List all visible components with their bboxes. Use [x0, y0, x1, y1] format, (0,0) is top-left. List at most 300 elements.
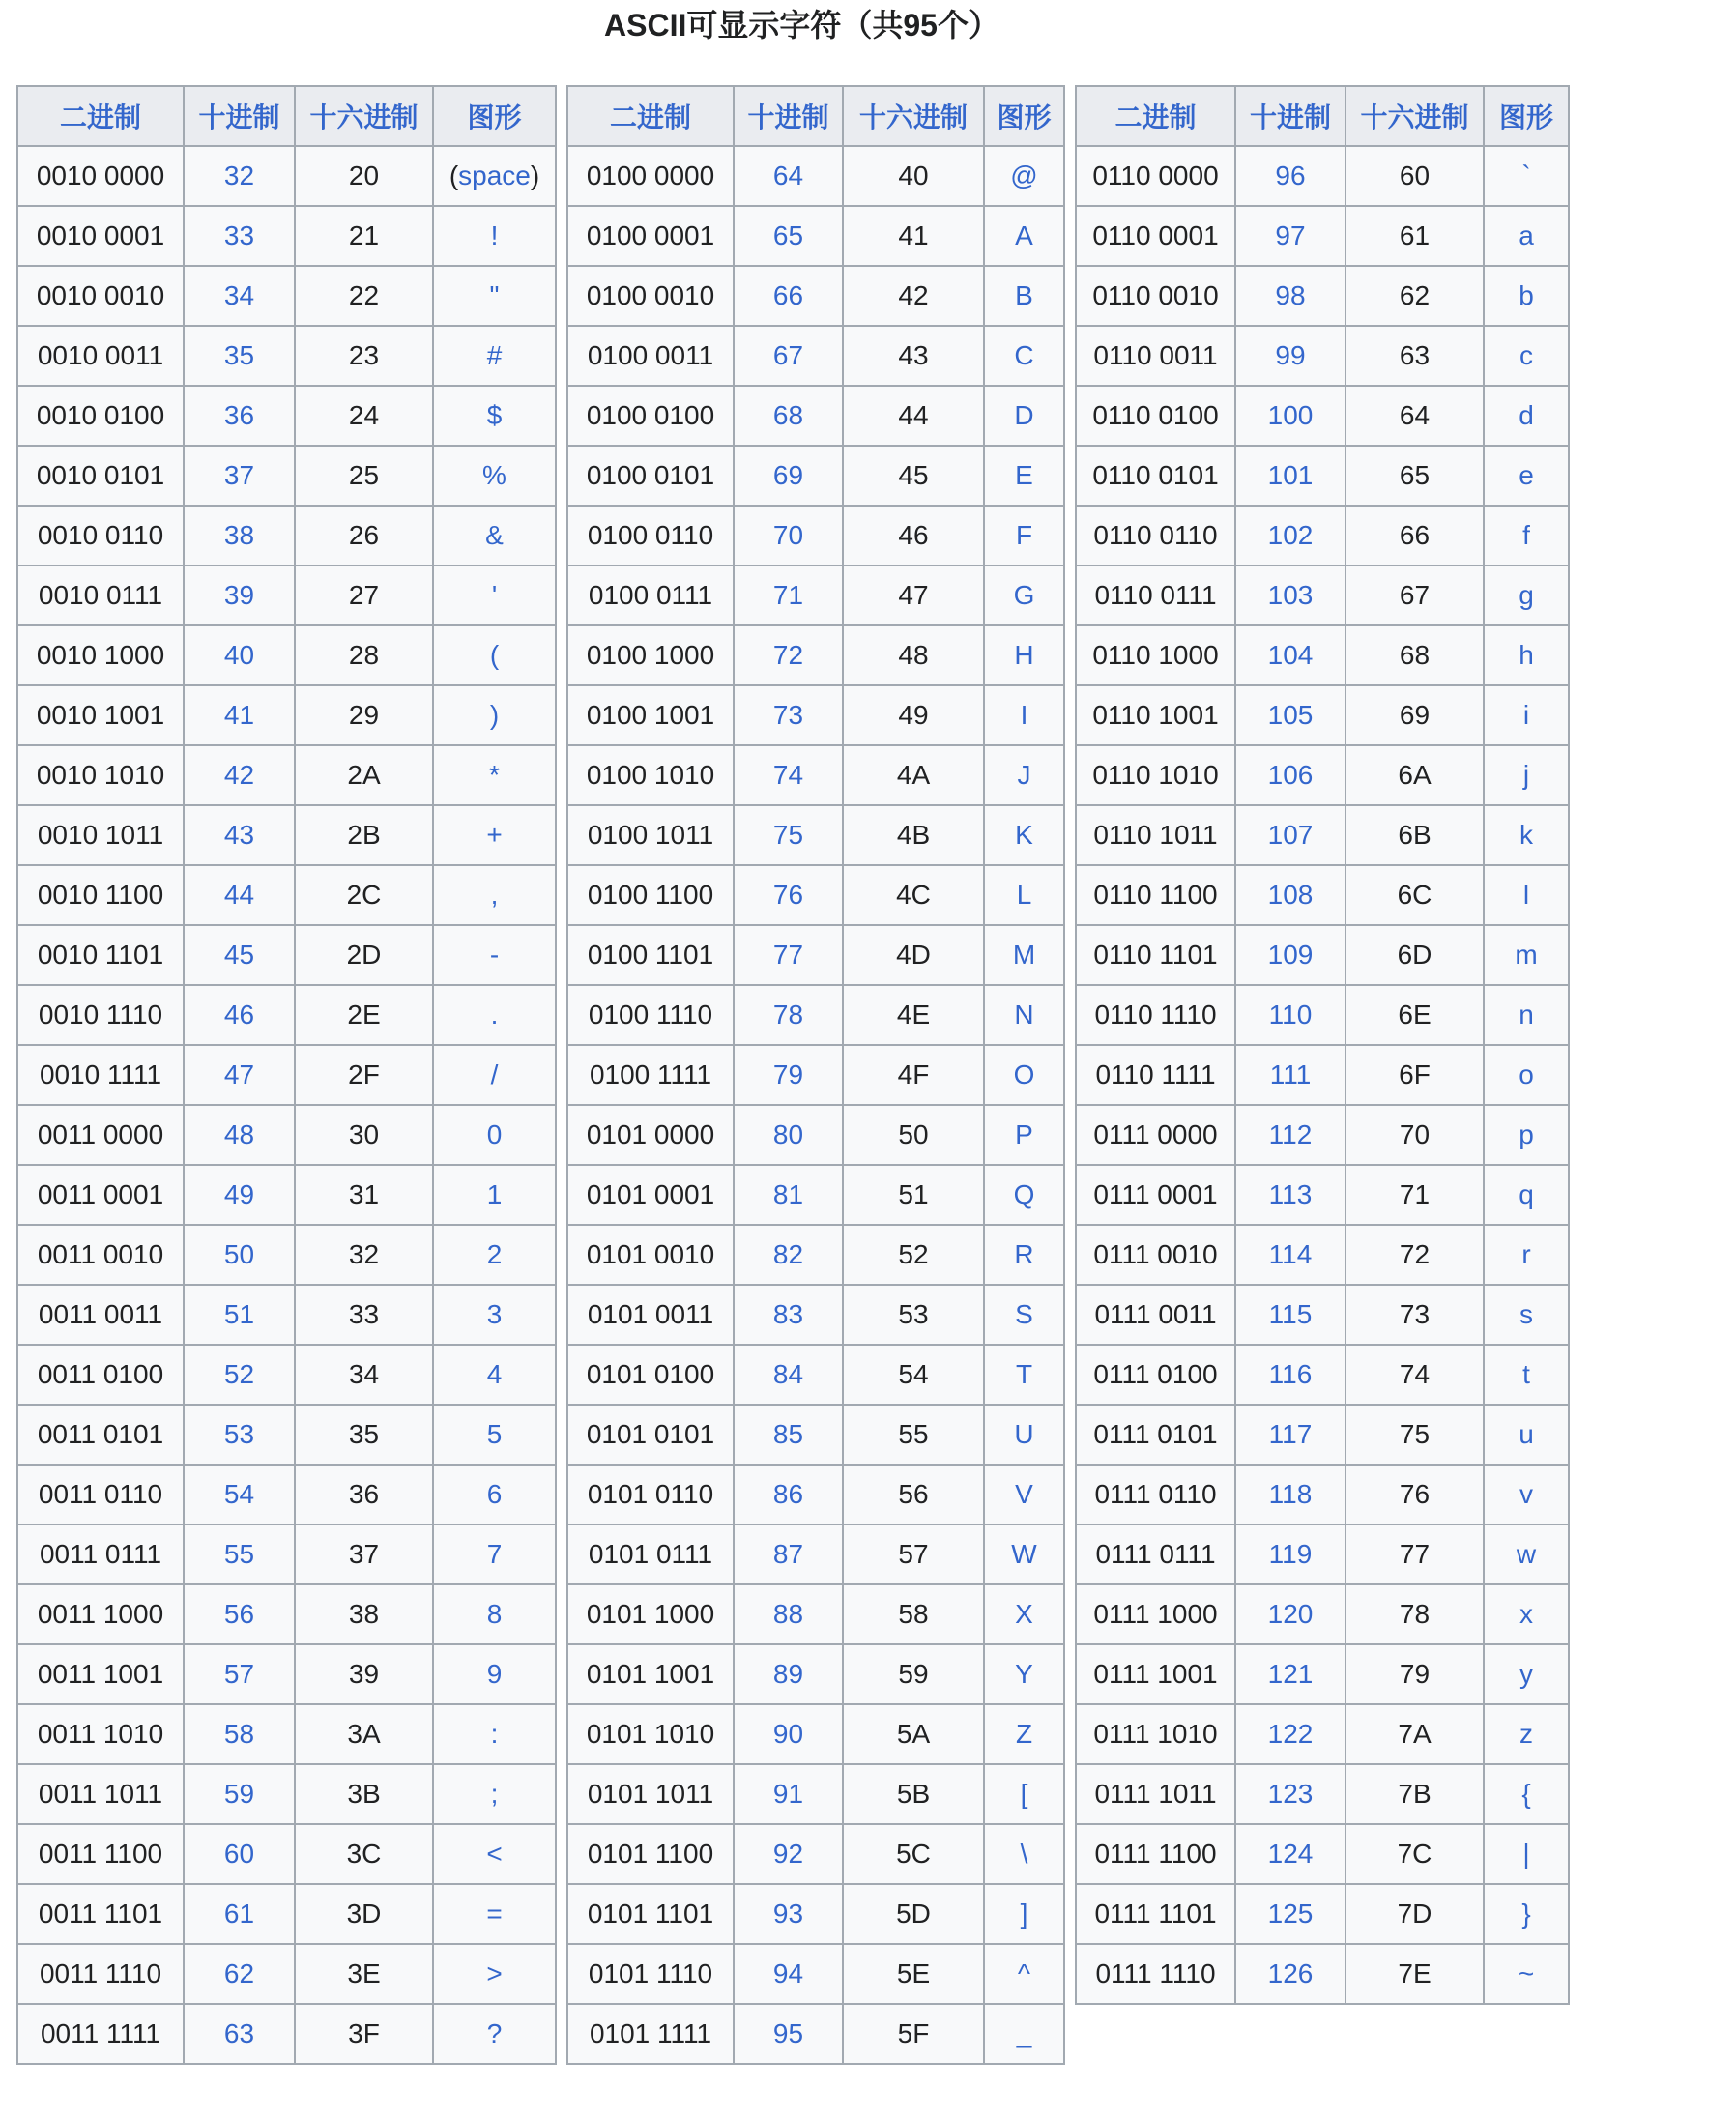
- decimal-link[interactable]: 81: [772, 1179, 804, 1209]
- glyph-link[interactable]: v: [1519, 1479, 1533, 1509]
- hex-cell: 71: [1345, 1165, 1484, 1225]
- binary-cell: 0011 0001: [17, 1165, 184, 1225]
- decimal-link[interactable]: 96: [1275, 160, 1306, 190]
- glyph-link[interactable]: <: [486, 1839, 503, 1869]
- binary-cell: 0011 0100: [17, 1345, 184, 1405]
- decimal-link[interactable]: 97: [1275, 220, 1306, 250]
- table-row: [17, 1884, 556, 1944]
- hex-cell: 61: [1345, 206, 1484, 266]
- decimal-link[interactable]: 100: [1267, 400, 1314, 430]
- decimal-link[interactable]: 63: [223, 2018, 255, 2048]
- decimal-link[interactable]: 66: [772, 280, 804, 310]
- binary-cell: 0111 0000: [1076, 1105, 1235, 1165]
- glyph-link[interactable]: d: [1519, 400, 1534, 430]
- decimal-cell: [734, 1764, 843, 1824]
- decimal-link[interactable]: 92: [772, 1839, 804, 1869]
- glyph-cell: [984, 1524, 1064, 1584]
- glyph-link[interactable]: 1: [486, 1179, 503, 1209]
- glyph-link[interactable]: K: [1015, 820, 1033, 850]
- glyph-cell: [433, 1884, 556, 1944]
- glyph-link[interactable]: n: [1519, 1000, 1534, 1030]
- decimal-cell: [184, 326, 295, 386]
- decimal-link[interactable]: 112: [1268, 1119, 1313, 1149]
- glyph-cell: [984, 326, 1064, 386]
- glyph-link[interactable]: r: [1521, 1239, 1531, 1269]
- binary-cell: 0101 1011: [567, 1764, 734, 1824]
- glyph-link[interactable]: >: [486, 1959, 503, 1988]
- glyph-link[interactable]: X: [1015, 1599, 1033, 1629]
- glyph-link[interactable]: 9: [486, 1659, 503, 1689]
- decimal-link[interactable]: 102: [1267, 520, 1314, 550]
- glyph-link[interactable]: W: [1011, 1539, 1037, 1569]
- glyph-link[interactable]: &: [485, 520, 504, 550]
- glyph-link[interactable]: .: [490, 1000, 499, 1030]
- glyph-link[interactable]: u: [1519, 1419, 1534, 1449]
- glyph-link[interactable]: ): [489, 700, 500, 730]
- decimal-link[interactable]: 46: [223, 1000, 255, 1030]
- binary-cell: 0111 0100: [1076, 1345, 1235, 1405]
- table-row: [567, 206, 1064, 266]
- glyph-link[interactable]: y: [1519, 1659, 1533, 1689]
- decimal-link[interactable]: 35: [223, 340, 255, 370]
- glyph-link[interactable]: P: [1015, 1119, 1033, 1149]
- decimal-link[interactable]: 83: [772, 1299, 804, 1329]
- glyph-link[interactable]: e: [1519, 460, 1534, 490]
- glyph-link[interactable]: 7: [486, 1539, 503, 1569]
- glyph-link[interactable]: {: [1521, 1779, 1531, 1809]
- glyph-link[interactable]: `: [1521, 160, 1531, 190]
- glyph-link[interactable]: f: [1522, 520, 1530, 550]
- decimal-link[interactable]: 98: [1275, 280, 1306, 310]
- decimal-cell: [184, 1884, 295, 1944]
- binary-cell: 0101 0011: [567, 1285, 734, 1345]
- decimal-link[interactable]: 74: [772, 760, 804, 790]
- decimal-link[interactable]: 101: [1267, 460, 1314, 490]
- decimal-link[interactable]: 122: [1267, 1719, 1314, 1749]
- binary-header-link[interactable]: 二进制: [1114, 102, 1197, 132]
- decimal-cell: [734, 805, 843, 865]
- decimal-link[interactable]: 87: [772, 1539, 804, 1569]
- glyph-cell: [433, 1584, 556, 1644]
- decimal-link[interactable]: 77: [772, 940, 804, 970]
- glyph-link[interactable]: q: [1519, 1179, 1534, 1209]
- decimal-link[interactable]: 32: [223, 160, 255, 190]
- decimal-link[interactable]: 56: [223, 1599, 255, 1629]
- glyph-cell: [1484, 1704, 1569, 1764]
- binary-cell: 0110 0111: [1076, 566, 1235, 625]
- glyph-link[interactable]: S: [1015, 1299, 1033, 1329]
- decimal-cell: [184, 146, 295, 206]
- decimal-cell: [1235, 1824, 1345, 1884]
- binary-cell: 0011 0010: [17, 1225, 184, 1285]
- decimal-link[interactable]: 39: [223, 580, 255, 610]
- glyph-cell: [1484, 865, 1569, 925]
- table-row: [17, 1225, 556, 1285]
- glyph-link[interactable]: g: [1519, 580, 1534, 610]
- glyph-link[interactable]: *: [489, 760, 500, 790]
- decimal-link[interactable]: 126: [1267, 1959, 1314, 1988]
- binary-cell: 0110 0010: [1076, 266, 1235, 326]
- hex-cell: 6A: [1345, 745, 1484, 805]
- glyph-link[interactable]: R: [1014, 1239, 1034, 1269]
- decimal-link[interactable]: 53: [223, 1419, 255, 1449]
- glyph-link[interactable]: +: [486, 820, 503, 850]
- decimal-link[interactable]: 47: [223, 1060, 255, 1089]
- binary-cell: 0110 1010: [1076, 745, 1235, 805]
- decimal-link[interactable]: 42: [223, 760, 255, 790]
- binary-cell: 0110 1110: [1076, 985, 1235, 1045]
- decimal-link[interactable]: 73: [772, 700, 804, 730]
- hex-cell: 66: [1345, 506, 1484, 566]
- binary-cell: 0111 1110: [1076, 1944, 1235, 2004]
- binary-header-link[interactable]: 二进制: [59, 102, 141, 132]
- decimal-link[interactable]: 110: [1268, 1000, 1313, 1030]
- glyph-link[interactable]: $: [486, 400, 503, 430]
- decimal-link[interactable]: 65: [772, 220, 804, 250]
- glyph-link[interactable]: G: [1013, 580, 1035, 610]
- decimal-link[interactable]: 50: [223, 1239, 255, 1269]
- glyph-link[interactable]: a: [1519, 220, 1534, 250]
- space-glyph-link[interactable]: space: [458, 160, 531, 190]
- glyph-link[interactable]: T: [1015, 1359, 1033, 1389]
- table-row: [17, 1045, 556, 1105]
- decimal-link[interactable]: 51: [223, 1299, 255, 1329]
- glyph-link[interactable]: H: [1014, 640, 1034, 670]
- decimal-link[interactable]: 64: [772, 160, 804, 190]
- table-body: [567, 146, 1064, 2064]
- decimal-cell: [184, 1285, 295, 1345]
- decimal-link[interactable]: 62: [223, 1959, 255, 1988]
- decimal-link[interactable]: 38: [223, 520, 255, 550]
- decimal-link[interactable]: 115: [1268, 1299, 1313, 1329]
- hex-cell: 3B: [295, 1764, 433, 1824]
- glyph-link[interactable]: m: [1515, 940, 1538, 970]
- glyph-link[interactable]: \: [1020, 1839, 1028, 1869]
- table-row: [567, 1704, 1064, 1764]
- decimal-cell: [734, 1285, 843, 1345]
- glyph-header-link[interactable]: 图形: [997, 102, 1052, 132]
- table-row: [567, 985, 1064, 1045]
- decimal-link[interactable]: 57: [223, 1659, 255, 1689]
- glyph-link[interactable]: :: [490, 1719, 499, 1749]
- decimal-link[interactable]: 113: [1268, 1179, 1313, 1209]
- glyph-link[interactable]: L: [1016, 880, 1032, 910]
- glyph-cell: [984, 1644, 1064, 1704]
- decimal-link[interactable]: 120: [1267, 1599, 1314, 1629]
- glyph-link[interactable]: U: [1014, 1419, 1034, 1449]
- glyph-link[interactable]: !: [490, 220, 499, 250]
- table-row: [567, 146, 1064, 206]
- binary-cell: 0010 0001: [17, 206, 184, 266]
- binary-cell: 0111 0011: [1076, 1285, 1235, 1345]
- glyph-cell: [1484, 566, 1569, 625]
- decimal-link[interactable]: 33: [223, 220, 255, 250]
- glyph-link[interactable]: b: [1519, 280, 1534, 310]
- decimal-cell: [184, 745, 295, 805]
- decimal-header-link[interactable]: 十进制: [1249, 102, 1331, 132]
- glyph-link[interactable]: [: [1020, 1779, 1028, 1809]
- table-row: [567, 1405, 1064, 1465]
- hex-cell: 2F: [295, 1045, 433, 1105]
- decimal-link[interactable]: 78: [772, 1000, 804, 1030]
- hex-header-link[interactable]: 十六进制: [1360, 102, 1469, 132]
- glyph-link[interactable]: C: [1014, 340, 1034, 370]
- binary-header-link[interactable]: 二进制: [609, 102, 691, 132]
- glyph-link[interactable]: 5: [486, 1419, 503, 1449]
- glyph-link[interactable]: ;: [490, 1779, 499, 1809]
- glyph-link[interactable]: z: [1519, 1719, 1533, 1749]
- glyph-link[interactable]: ,: [490, 880, 499, 910]
- decimal-link[interactable]: 43: [223, 820, 255, 850]
- hex-cell: 74: [1345, 1345, 1484, 1405]
- glyph-link[interactable]: -: [489, 940, 500, 970]
- decimal-link[interactable]: 58: [223, 1719, 255, 1749]
- glyph-link[interactable]: w: [1516, 1539, 1537, 1569]
- glyph-link[interactable]: j: [1522, 760, 1530, 790]
- decimal-link[interactable]: 108: [1267, 880, 1314, 910]
- glyph-link[interactable]: B: [1015, 280, 1033, 310]
- glyph-link[interactable]: p: [1519, 1119, 1534, 1149]
- decimal-link[interactable]: 36: [223, 400, 255, 430]
- column-header-binary: [1076, 86, 1235, 146]
- decimal-link[interactable]: 89: [772, 1659, 804, 1689]
- glyph-link[interactable]: |: [1522, 1839, 1530, 1869]
- hex-cell: 7A: [1345, 1704, 1484, 1764]
- decimal-link[interactable]: 117: [1268, 1419, 1313, 1449]
- decimal-link[interactable]: 121: [1267, 1659, 1314, 1689]
- decimal-link[interactable]: 75: [772, 820, 804, 850]
- decimal-link[interactable]: 116: [1268, 1359, 1313, 1389]
- decimal-link[interactable]: 70: [772, 520, 804, 550]
- glyph-cell: [1484, 985, 1569, 1045]
- decimal-cell: [1235, 206, 1345, 266]
- glyph-cell: [1484, 745, 1569, 805]
- glyph-link[interactable]: 0: [486, 1119, 503, 1149]
- decimal-link[interactable]: 44: [223, 880, 255, 910]
- decimal-cell: [1235, 1225, 1345, 1285]
- decimal-link[interactable]: 54: [223, 1479, 255, 1509]
- glyph-link[interactable]: ~: [1518, 1959, 1535, 1988]
- glyph-cell: [433, 865, 556, 925]
- decimal-cell: [184, 925, 295, 985]
- glyph-link[interactable]: %: [482, 460, 506, 490]
- decimal-link[interactable]: 119: [1268, 1539, 1313, 1569]
- decimal-link[interactable]: 85: [772, 1419, 804, 1449]
- table-row: [1076, 865, 1569, 925]
- decimal-link[interactable]: 34: [223, 280, 255, 310]
- hex-cell: 32: [295, 1225, 433, 1285]
- glyph-cell: [433, 1704, 556, 1764]
- decimal-link[interactable]: 69: [772, 460, 804, 490]
- hex-cell: 57: [843, 1524, 984, 1584]
- decimal-link[interactable]: 86: [772, 1479, 804, 1509]
- glyph-link[interactable]: /: [490, 1060, 499, 1089]
- decimal-link[interactable]: 99: [1275, 340, 1306, 370]
- decimal-link[interactable]: 37: [223, 460, 255, 490]
- decimal-link[interactable]: 106: [1267, 760, 1314, 790]
- glyph-link[interactable]: A: [1015, 220, 1033, 250]
- glyph-link[interactable]: =: [486, 1899, 503, 1929]
- decimal-link[interactable]: 88: [772, 1599, 804, 1629]
- decimal-link[interactable]: 104: [1267, 640, 1314, 670]
- decimal-link[interactable]: 93: [772, 1899, 804, 1929]
- decimal-link[interactable]: 79: [772, 1060, 804, 1089]
- glyph-link[interactable]: ?: [486, 2018, 503, 2048]
- decimal-link[interactable]: 103: [1267, 580, 1314, 610]
- glyph-link[interactable]: ": [489, 280, 500, 310]
- binary-cell: 0011 1111: [17, 2004, 184, 2064]
- decimal-link[interactable]: 67: [772, 340, 804, 370]
- glyph-link[interactable]: 3: [486, 1299, 503, 1329]
- decimal-link[interactable]: 72: [772, 640, 804, 670]
- decimal-link[interactable]: 105: [1267, 700, 1314, 730]
- decimal-link[interactable]: 40: [223, 640, 255, 670]
- glyph-link[interactable]: 2: [486, 1239, 503, 1269]
- decimal-link[interactable]: 59: [223, 1779, 255, 1809]
- glyph-link[interactable]: k: [1519, 820, 1533, 850]
- glyph-link[interactable]: t: [1522, 1359, 1530, 1389]
- decimal-cell: [734, 1884, 843, 1944]
- decimal-header-link[interactable]: 十进制: [747, 102, 829, 132]
- table-row: [17, 1285, 556, 1345]
- table-row: [1076, 1225, 1569, 1285]
- glyph-cell: [984, 1944, 1064, 2004]
- table-row: [1076, 985, 1569, 1045]
- glyph-cell: [984, 446, 1064, 506]
- glyph-link[interactable]: 4: [486, 1359, 503, 1389]
- binary-cell: 0110 1100: [1076, 865, 1235, 925]
- decimal-link[interactable]: 114: [1268, 1239, 1313, 1269]
- decimal-link[interactable]: 48: [223, 1119, 255, 1149]
- decimal-link[interactable]: 49: [223, 1179, 255, 1209]
- decimal-link[interactable]: 55: [223, 1539, 255, 1569]
- decimal-link[interactable]: 61: [223, 1899, 255, 1929]
- decimal-link[interactable]: 76: [772, 880, 804, 910]
- hex-header-link[interactable]: 十六进制: [309, 102, 419, 132]
- hex-cell: 46: [843, 506, 984, 566]
- glyph-cell: [984, 1045, 1064, 1105]
- decimal-link[interactable]: 80: [772, 1119, 804, 1149]
- decimal-cell: [1235, 865, 1345, 925]
- decimal-link[interactable]: 84: [772, 1359, 804, 1389]
- table-row: [1076, 1345, 1569, 1405]
- decimal-link[interactable]: 90: [772, 1719, 804, 1749]
- glyph-cell: [984, 1764, 1064, 1824]
- glyph-link[interactable]: M: [1012, 940, 1036, 970]
- decimal-link[interactable]: 109: [1267, 940, 1314, 970]
- glyph-header-link[interactable]: 图形: [467, 102, 522, 132]
- decimal-link[interactable]: 41: [223, 700, 255, 730]
- binary-cell: 0011 0110: [17, 1465, 184, 1524]
- glyph-cell: [1484, 206, 1569, 266]
- decimal-link[interactable]: 60: [223, 1839, 255, 1869]
- glyph-link[interactable]: ^: [1017, 1959, 1031, 1988]
- glyph-header-link[interactable]: 图形: [1498, 102, 1553, 132]
- decimal-link[interactable]: 45: [223, 940, 255, 970]
- glyph-link[interactable]: 6: [486, 1479, 503, 1509]
- hex-cell: 2A: [295, 745, 433, 805]
- glyph-cell: [1484, 266, 1569, 326]
- glyph-link[interactable]: l: [1522, 880, 1530, 910]
- glyph-link[interactable]: i: [1522, 700, 1530, 730]
- hex-cell: 5A: [843, 1704, 984, 1764]
- decimal-cell: [734, 1704, 843, 1764]
- glyph-link[interactable]: h: [1519, 640, 1534, 670]
- glyph-link[interactable]: s: [1519, 1299, 1533, 1329]
- glyph-link[interactable]: @: [1010, 160, 1038, 190]
- column-header-hex: [1345, 86, 1484, 146]
- glyph-link[interactable]: c: [1519, 340, 1533, 370]
- table-row: [1076, 1465, 1569, 1524]
- decimal-header-link[interactable]: 十进制: [198, 102, 280, 132]
- glyph-link[interactable]: ]: [1020, 1899, 1028, 1929]
- binary-cell: 0011 0011: [17, 1285, 184, 1345]
- glyph-link[interactable]: Z: [1015, 1719, 1033, 1749]
- glyph-link[interactable]: D: [1014, 400, 1034, 430]
- glyph-link[interactable]: 8: [486, 1599, 503, 1629]
- decimal-link[interactable]: 52: [223, 1359, 255, 1389]
- decimal-cell: [184, 1704, 295, 1764]
- decimal-link[interactable]: 94: [772, 1959, 804, 1988]
- glyph-link[interactable]: x: [1519, 1599, 1533, 1629]
- table-row: [17, 685, 556, 745]
- glyph-link[interactable]: Q: [1013, 1179, 1035, 1209]
- hex-header-link[interactable]: 十六进制: [858, 102, 968, 132]
- decimal-link[interactable]: 118: [1268, 1479, 1313, 1509]
- decimal-link[interactable]: 82: [772, 1239, 804, 1269]
- table-row: [1076, 266, 1569, 326]
- glyph-link[interactable]: E: [1015, 460, 1033, 490]
- glyph-link[interactable]: _: [1016, 2018, 1032, 2048]
- decimal-cell: [184, 1764, 295, 1824]
- glyph-link[interactable]: (: [489, 640, 500, 670]
- glyph-link[interactable]: }: [1521, 1899, 1531, 1929]
- glyph-link[interactable]: I: [1020, 700, 1028, 730]
- decimal-link[interactable]: 123: [1267, 1779, 1314, 1809]
- binary-cell: 0111 0111: [1076, 1524, 1235, 1584]
- decimal-link[interactable]: 124: [1267, 1839, 1314, 1869]
- decimal-cell: [734, 925, 843, 985]
- glyph-link[interactable]: Y: [1015, 1659, 1033, 1689]
- glyph-link[interactable]: N: [1014, 1000, 1034, 1030]
- page-title: ASCII可显示字符（共95个）: [604, 8, 999, 43]
- binary-cell: 0111 1100: [1076, 1824, 1235, 1884]
- decimal-link[interactable]: 107: [1267, 820, 1314, 850]
- decimal-link[interactable]: 95: [772, 2018, 804, 2048]
- decimal-link[interactable]: 68: [772, 400, 804, 430]
- hex-cell: 6B: [1345, 805, 1484, 865]
- decimal-link[interactable]: 111: [1269, 1060, 1312, 1089]
- glyph-link[interactable]: ': [491, 580, 498, 610]
- glyph-cell: [1484, 1584, 1569, 1644]
- glyph-link[interactable]: F: [1015, 520, 1033, 550]
- hex-cell: 4D: [843, 925, 984, 985]
- table-row: [17, 745, 556, 805]
- decimal-cell: [184, 1225, 295, 1285]
- glyph-link[interactable]: O: [1013, 1060, 1035, 1089]
- decimal-link[interactable]: 125: [1267, 1899, 1314, 1929]
- binary-cell: 0010 0010: [17, 266, 184, 326]
- glyph-cell: [984, 1884, 1064, 1944]
- decimal-cell: [184, 685, 295, 745]
- glyph-link[interactable]: o: [1519, 1060, 1534, 1089]
- glyph-link[interactable]: V: [1015, 1479, 1033, 1509]
- decimal-link[interactable]: 71: [772, 580, 804, 610]
- glyph-link[interactable]: J: [1017, 760, 1031, 790]
- glyph-link[interactable]: #: [486, 340, 503, 370]
- decimal-link[interactable]: 91: [772, 1779, 804, 1809]
- glyph-cell: [433, 146, 556, 206]
